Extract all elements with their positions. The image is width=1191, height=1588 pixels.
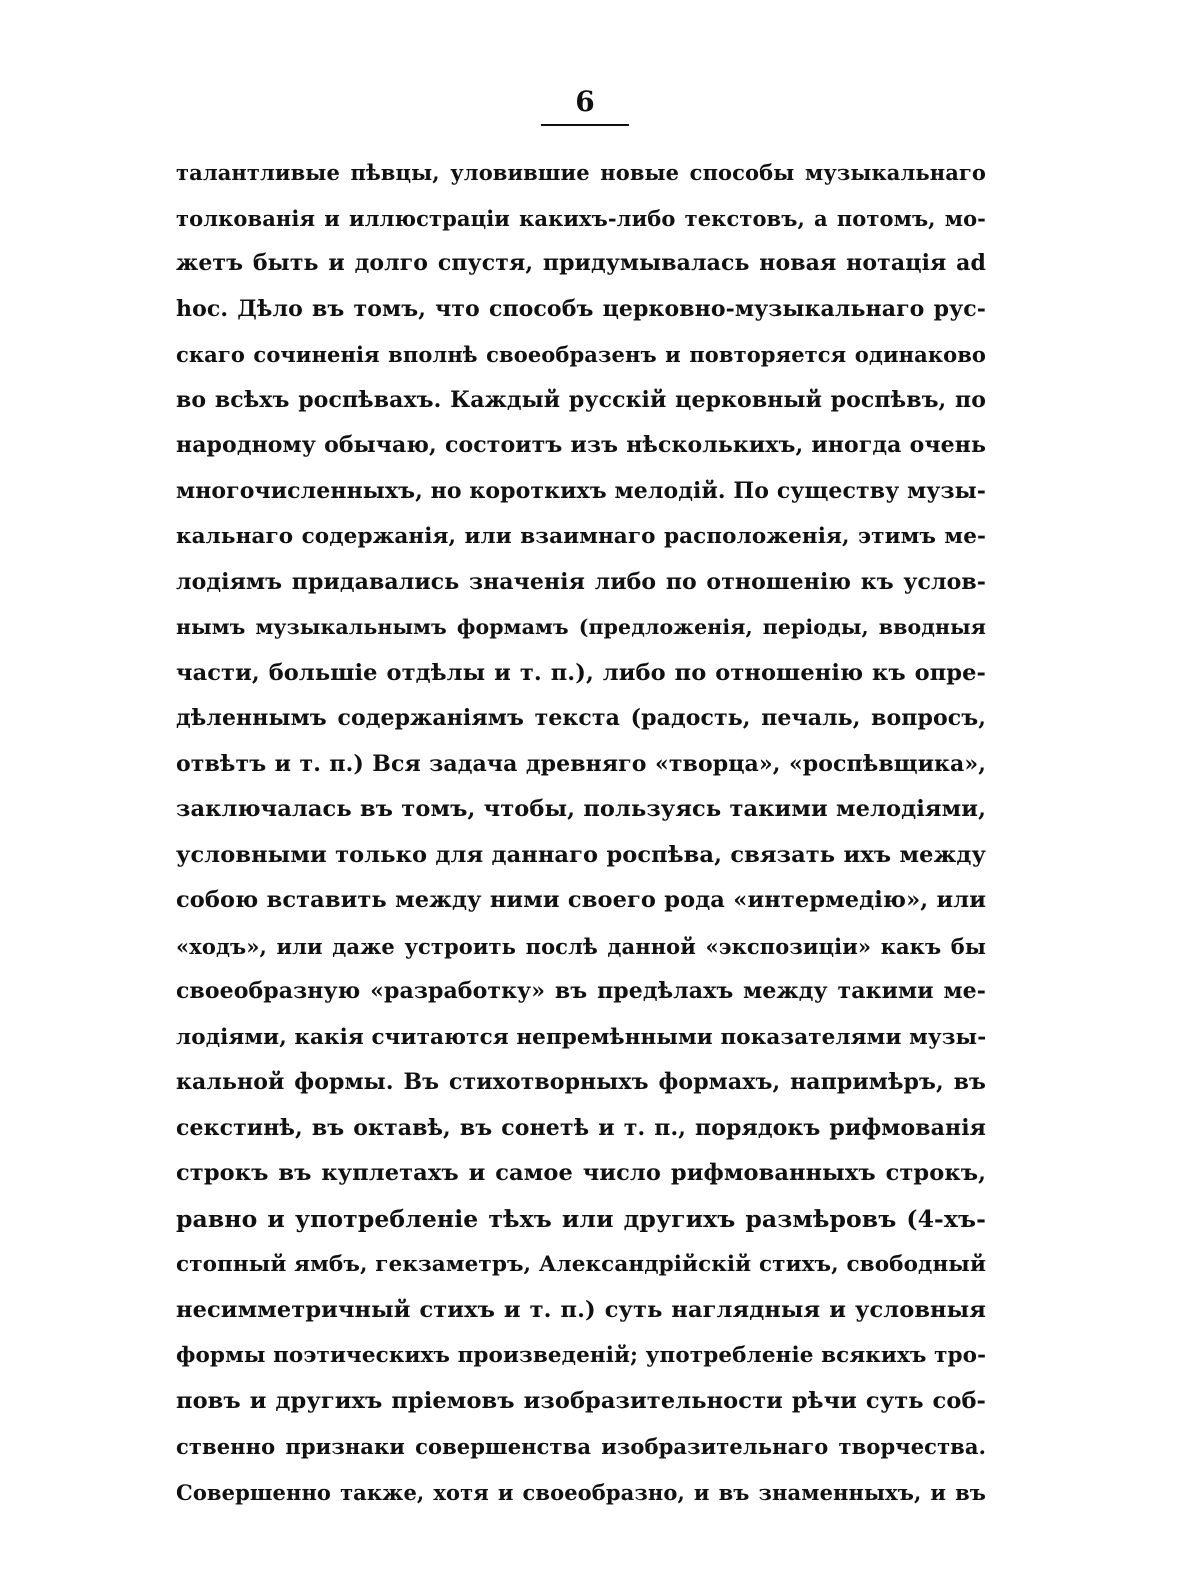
text-line: части, большіе отдѣлы и т. п.), либо по отношенію къ опре- <box>176 659 986 686</box>
page-number-rule <box>541 124 629 126</box>
text-line: народному обычаю, состоитъ изъ нѣсколькихъ, иногда очень <box>176 432 986 458</box>
text-line: нымъ музыкальнымъ формамъ (предложенія, періоды, вводныя <box>176 615 986 639</box>
text-line: лодіями, какія считаются непремѣнными показателями музы- <box>176 1024 987 1050</box>
text-line: толкованія и иллюстраціи какихъ-либо текстовъ, а потомъ, мо- <box>176 205 986 231</box>
page-number: 6 <box>575 85 595 118</box>
text-line: ственно признаки совершенства изобразительнаго творчества. <box>176 1434 986 1459</box>
text-line: условными только для даннаго роспѣва, связать ихъ между <box>176 841 986 868</box>
text-line: многочисленныхъ, но короткихъ мелодій. По существу музы- <box>176 477 986 504</box>
text-line: секстинѣ, въ октавѣ, въ сонетѣ и т. п., порядокъ рифмованія <box>176 1114 986 1141</box>
text-line: отвѣтъ и т. п.) Вся задача древняго «творца», «роспѣвщика», <box>176 750 986 777</box>
body-text <box>176 150 986 1515</box>
text-line: несимметричный стихъ и т. п.) суть наглядныя и условныя <box>176 1296 986 1323</box>
text-line: жетъ быть и долго спустя, придумывалась новая нотація ad <box>176 250 986 276</box>
text-line: «ходъ», или даже устроить послѣ данной «экспозиціи» какъ бы <box>176 933 986 959</box>
text-line: кальнаго содержанія, или взаимнаго расположенія, этимъ ме- <box>176 524 986 549</box>
text-line: формы поэтическихъ произведеній; употребленіе всякихъ тро- <box>176 1343 987 1368</box>
text-line: стопный ямбъ, гекзаметръ, Александрійскій стихъ, свободный <box>176 1252 986 1277</box>
text-line: собою вставить между ними своего рода «интермедію», или <box>176 887 986 913</box>
text-line: талантливые пѣвцы, уловившие новые способы музыкальнаго <box>176 160 986 185</box>
text-line: своеобразную «разработку» въ предѣлахъ между такими ме- <box>176 978 986 1004</box>
text-line: скаго сочиненія вполнѣ своеобразенъ и повторяется одинаково <box>176 342 986 367</box>
text-line: строкъ въ куплетахъ и самое число рифмованныхъ строкъ, <box>176 1160 986 1186</box>
text-line: повъ и другихъ пріемовъ изобразительности рѣчи суть соб- <box>176 1387 986 1414</box>
text-line: hoc. Дѣло въ томъ, что способъ церковно-музыкальнаго рус- <box>176 295 986 322</box>
text-line: кальной формы. Въ стихотворныхъ формахъ, напримѣръ, въ <box>176 1069 986 1095</box>
text-line: Совершенно также, хотя и своеобразно, и въ знаменныхъ, и въ <box>176 1479 986 1505</box>
text-line: лодіямъ придавались значенія либо по отношенію къ услов- <box>176 568 986 595</box>
text-line: во всѣхъ роспѣвахъ. Каждый русскій церковный роспѣвъ, по <box>176 386 986 413</box>
text-line: дѣленнымъ содержаніямъ текста (радость, печаль, вопросъ, <box>176 705 986 731</box>
text-line: равно и употребленіе тѣхъ или другихъ размѣровъ (4-хъ- <box>176 1204 986 1233</box>
text-line: заключалась въ томъ, чтобы, пользуясь такими мелодіями, <box>176 796 986 822</box>
